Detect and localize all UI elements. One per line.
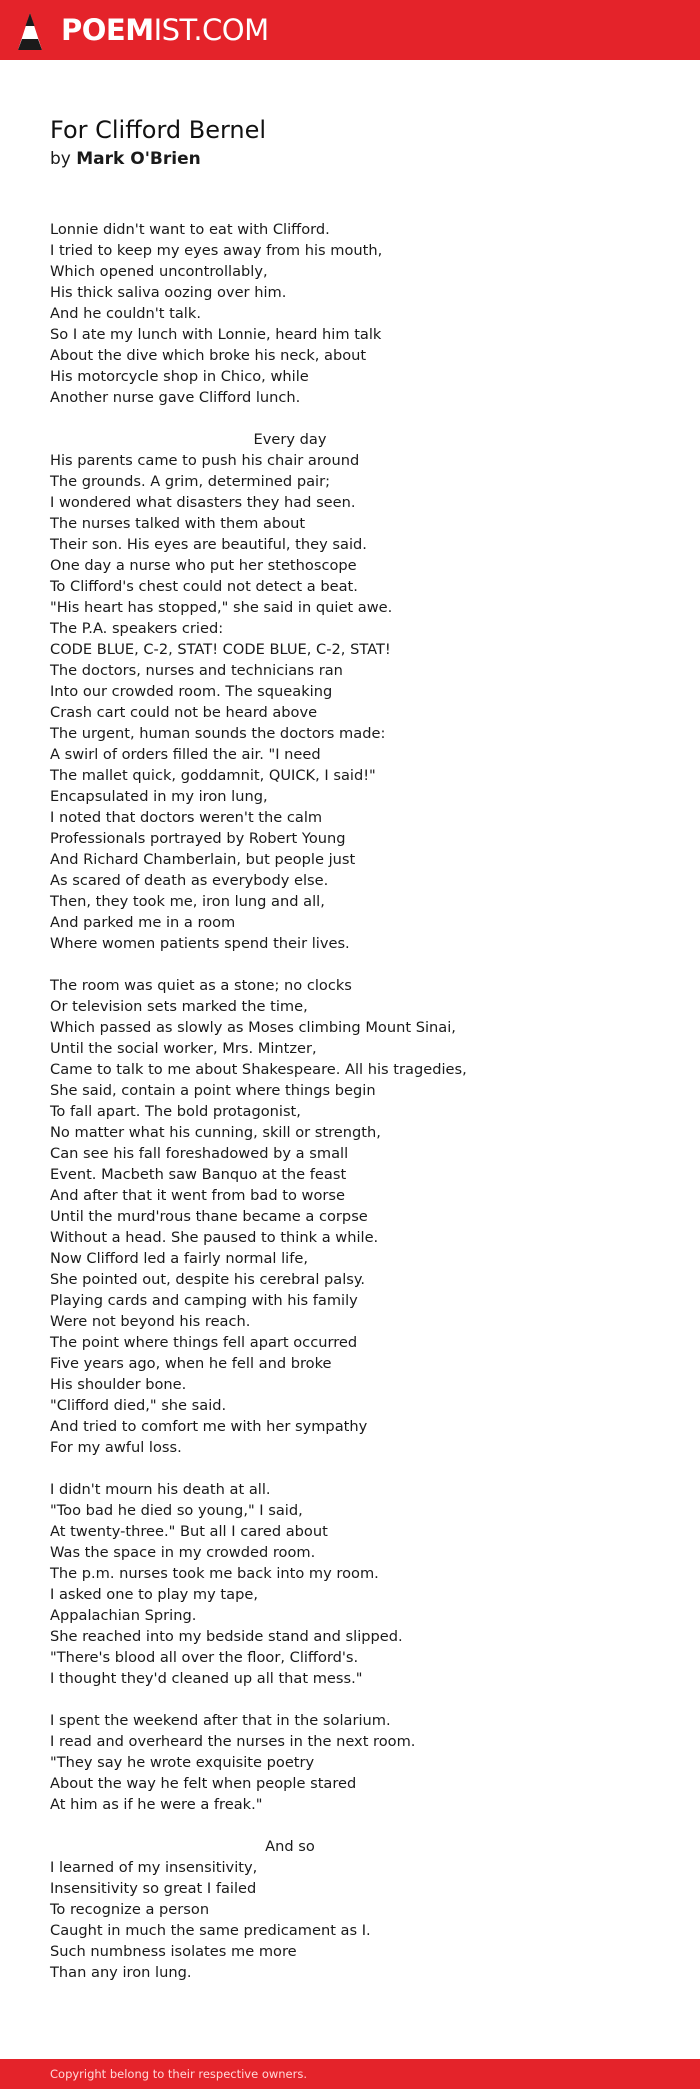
poem-line: Was the space in my crowded room.: [50, 1544, 316, 1561]
poem-line: Can see his fall foreshadowed by a small: [50, 1145, 349, 1162]
poem-line: I read and overheard the nurses in the next room.: [50, 1733, 416, 1750]
poem-line: I spent the weekend after that in the solarium.: [50, 1712, 391, 1729]
poem-line: And so: [265, 1838, 315, 1855]
poem-line: "There's blood all over the floor, Clifford's.: [50, 1649, 359, 1666]
stanza-break: [50, 1815, 530, 1836]
poem-line: Which opened uncontrollably,: [50, 263, 268, 280]
poem-line: Five years ago, when he fell and broke: [50, 1355, 332, 1372]
stanza-break: [50, 1458, 530, 1479]
poem-line: One day a nurse who put her stethoscope: [50, 557, 357, 574]
poem-line: And tried to comfort me with her sympathy: [50, 1418, 368, 1435]
poem-line: The room was quiet as a stone; no clocks: [50, 977, 352, 994]
poem-line: Professionals portrayed by Robert Young: [50, 830, 346, 847]
poem-line: "They say he wrote exquisite poetry: [50, 1754, 315, 1771]
poem-line: CODE BLUE, C-2, STAT! CODE BLUE, C-2, STAT!: [50, 641, 391, 658]
poem-line: She reached into my bedside stand and slipped.: [50, 1628, 403, 1645]
poem-line: And Richard Chamberlain, but people just: [50, 851, 356, 868]
by-label: by: [50, 149, 71, 169]
poem-line: Lonnie didn't want to eat with Clifford.: [50, 221, 330, 238]
poem-line: And after that it went from bad to worse: [50, 1187, 345, 1204]
poem-line: Such numbness isolates me more: [50, 1943, 297, 1960]
poem-line: Until the social worker, Mrs. Mintzer,: [50, 1040, 317, 1057]
poem-line: The p.m. nurses took me back into my room.: [50, 1565, 379, 1582]
poem-title: For Clifford Bernel: [50, 116, 267, 144]
poem-line: Their son. His eyes are beautiful, they said.: [50, 536, 367, 553]
poem-line: To recognize a person: [50, 1901, 210, 1918]
poem-line: Every day: [253, 431, 327, 448]
poem-line: Until the murd'rous thane became a corpse: [50, 1208, 368, 1225]
poem-line: No matter what his cunning, skill or strength,: [50, 1124, 381, 1141]
poem-line: I thought they'd cleaned up all that mess.": [50, 1670, 363, 1687]
poem-line: Crash cart could not be heard above: [50, 704, 318, 721]
poem-body: [50, 219, 530, 1983]
poem-line: The mallet quick, goddamnit, QUICK, I said!": [50, 767, 376, 784]
site-logo[interactable]: [61, 12, 269, 48]
poem-line: The doctors, nurses and technicians ran: [50, 662, 343, 679]
poem-line: His shoulder bone.: [50, 1376, 187, 1393]
stanza-break: [50, 1689, 530, 1710]
poem-line: Without a head. She paused to think a while.: [50, 1229, 379, 1246]
poem-line: The urgent, human sounds the doctors made:: [50, 725, 386, 742]
poem-line: His motorcycle shop in Chico, while: [50, 368, 309, 385]
poem-line: I learned of my insensitivity,: [50, 1859, 258, 1876]
poem-line: "His heart has stopped," she said in quiet awe.: [50, 599, 393, 616]
poem-line: I noted that doctors weren't the calm: [50, 809, 323, 826]
stanza-break: [50, 408, 530, 429]
copyright-notice: Copyright belong to their respective owners.: [50, 2067, 308, 2081]
poem-line: Another nurse gave Clifford lunch.: [50, 389, 301, 406]
poem-line: So I ate my lunch with Lonnie, heard him talk: [50, 326, 382, 343]
poem-line: I tried to keep my eyes away from his mouth,: [50, 242, 383, 259]
site-header: [0, 0, 700, 60]
poem-line: And he couldn't talk.: [50, 305, 201, 322]
poem-line: And parked me in a room: [50, 914, 236, 931]
poem-line: She pointed out, despite his cerebral palsy.: [50, 1271, 366, 1288]
author-name: Mark O'Brien: [76, 149, 201, 169]
poem-line: About the way he felt when people stared: [50, 1775, 357, 1792]
poem-line: "Clifford died," she said.: [50, 1397, 227, 1414]
poem-line: To Clifford's chest could not detect a beat.: [50, 578, 358, 595]
poem-line: I wondered what disasters they had seen.: [50, 494, 356, 511]
poem-line: Caught in much the same predicament as I.: [50, 1922, 371, 1939]
poem-line: At him as if he were a freak.": [50, 1796, 263, 1813]
poem-line: "Too bad he died so young," I said,: [50, 1502, 303, 1519]
poem-line: The nurses talked with them about: [50, 515, 306, 532]
poem-line: Were not beyond his reach.: [50, 1313, 251, 1330]
poem-line: Than any iron lung.: [50, 1964, 192, 1981]
poem-line: Then, they took me, iron lung and all,: [50, 893, 325, 910]
poem-line: Event. Macbeth saw Banquo at the feast: [50, 1166, 347, 1183]
poem-line: Appalachian Spring.: [50, 1607, 197, 1624]
poem-line: The P.A. speakers cried:: [50, 620, 224, 637]
poem-line: As scared of death as everybody else.: [50, 872, 329, 889]
pencil-tip-icon[interactable]: [16, 12, 44, 52]
poem-line: Where women patients spend their lives.: [50, 935, 350, 952]
poem-line: For my awful loss.: [50, 1439, 182, 1456]
logo-bold-text: POEM: [61, 13, 154, 47]
byline: [50, 147, 201, 171]
poem-line: Insensitivity so great I failed: [50, 1880, 257, 1897]
poem-line: Or television sets marked the time,: [50, 998, 308, 1015]
poem-line: Encapsulated in my iron lung,: [50, 788, 268, 805]
poem-line: At twenty-three." But all I cared about: [50, 1523, 328, 1540]
poem-line: Which passed as slowly as Moses climbing Mount Sinai,: [50, 1019, 456, 1036]
poem-line: About the dive which broke his neck, about: [50, 347, 367, 364]
poem-line: His parents came to push his chair around: [50, 452, 360, 469]
poem-line: Playing cards and camping with his family: [50, 1292, 358, 1309]
poem-line: She said, contain a point where things begin: [50, 1082, 376, 1099]
poem-line: Came to talk to me about Shakespeare. All his tragedies,: [50, 1061, 467, 1078]
poem-line: His thick saliva oozing over him.: [50, 284, 287, 301]
poem-line: Into our crowded room. The squeaking: [50, 683, 333, 700]
poem-line: The grounds. A grim, determined pair;: [50, 473, 330, 490]
poem-line: The point where things fell apart occurred: [50, 1334, 358, 1351]
poem-line: Now Clifford led a fairly normal life,: [50, 1250, 308, 1267]
site-footer: [0, 2059, 700, 2089]
logo-light-text: IST.COM: [153, 13, 269, 47]
poem-line: I didn't mourn his death at all.: [50, 1481, 271, 1498]
stanza-break: [50, 954, 530, 975]
poem-line: To fall apart. The bold protagonist,: [50, 1103, 301, 1120]
poem-line: I asked one to play my tape,: [50, 1586, 258, 1603]
poem-line: A swirl of orders filled the air. "I need: [50, 746, 321, 763]
